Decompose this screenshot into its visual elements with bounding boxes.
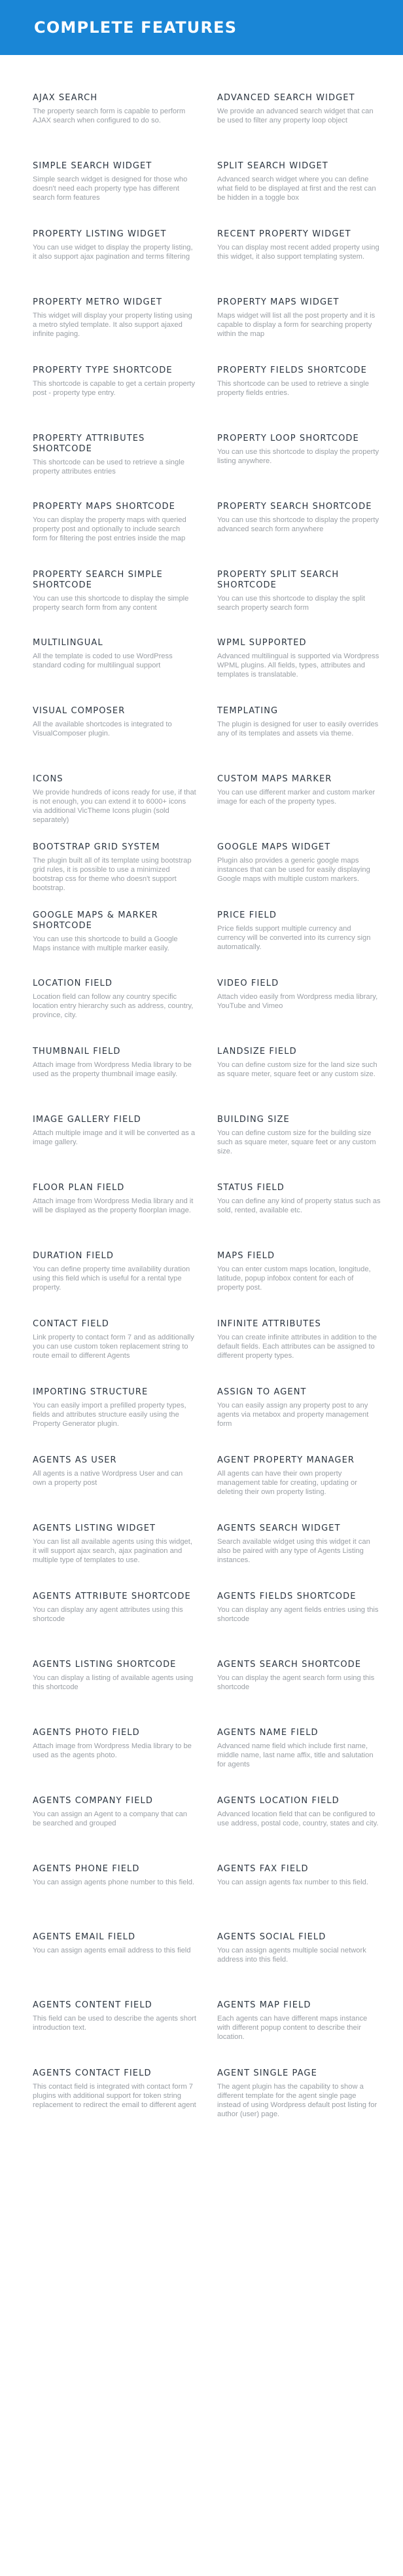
feature-item <box>217 910 381 979</box>
feature-description: You can easily import a prefilled property types, fields and attributes structure easily using the Property Generator plugin. <box>33 1402 186 1428</box>
feature-description: You can use this shortcode to display the split search property search form <box>217 595 365 612</box>
feature-item <box>33 1251 196 1319</box>
feature-item <box>217 1387 381 1455</box>
feature-item <box>217 1796 381 1864</box>
feature-title: PROPERTY SEARCH SIMPLE SHORTCODE <box>33 570 163 590</box>
feature-item <box>33 910 196 979</box>
feature-title: ASSIGN TO AGENT <box>217 1387 307 1397</box>
feature-title: AGENT SINGLE PAGE <box>217 2068 317 2078</box>
feature-title: TEMPLATING <box>217 706 279 716</box>
feature-title: PROPERTY METRO WIDGET <box>33 297 163 307</box>
feature-description: You can use this shortcode to build a Google Maps instance with multiple marker easily. <box>33 935 178 952</box>
feature-description: You can easily assign any property post to any agents via metabox and property management form <box>217 1402 369 1428</box>
feature-description: Advanced multilingual is supported via Wordpress WPML plugins. All fields, types, attributes and templates is translatable. <box>217 652 379 679</box>
feature-item <box>217 2000 381 2068</box>
feature-item <box>217 1728 381 1796</box>
feature-title: AGENTS LISTING WIDGET <box>33 1523 156 1533</box>
feature-description: You can display a listing of available agents using this shortcode <box>33 1674 194 1691</box>
feature-title: AGENTS FAX FIELD <box>217 1864 309 1874</box>
feature-title: AGENTS COMPANY FIELD <box>33 1796 154 1806</box>
feature-item <box>33 161 196 229</box>
feature-title: PROPERTY SEARCH SHORTCODE <box>217 502 372 512</box>
feature-description: The plugin is designed for user to easily overrides any of its templates and assets via theme. <box>217 720 379 737</box>
feature-item <box>33 774 196 842</box>
feature-description: This widget will display your property listing using a metro styled template. It also support ajaxed infinite paging. <box>33 312 192 338</box>
feature-item <box>217 979 381 1047</box>
feature-description: You can assign agents email address to this field <box>33 1947 191 1954</box>
feature-title: AGENTS SEARCH WIDGET <box>217 1523 341 1533</box>
feature-item <box>217 502 381 570</box>
feature-title: AGENTS LISTING SHORTCODE <box>33 1660 177 1670</box>
feature-item <box>33 1660 196 1728</box>
feature-description: You can enter custom maps location, longitude, latitude, popup infobox content for each of property post. <box>217 1265 371 1292</box>
feature-description: You can assign agents phone number to this field. <box>33 1878 195 1886</box>
feature-title: PROPERTY LOOP SHORTCODE <box>217 434 359 443</box>
feature-item <box>33 229 196 297</box>
feature-description: All the available shortcodes is integrated to VisualComposer plugin. <box>33 720 172 737</box>
feature-title: VISUAL COMPOSER <box>33 706 126 716</box>
feature-title: AGENTS LOCATION FIELD <box>217 1796 340 1806</box>
feature-description: This shortcode is capable to get a certain property post - property type entry. <box>33 380 196 397</box>
feature-description: You can use widget to display the property listing, it also support ajax pagination and terms filtering <box>33 244 193 261</box>
feature-item <box>217 570 381 638</box>
feature-title: PROPERTY MAPS SHORTCODE <box>33 502 175 512</box>
feature-title: AGENTS ATTRIBUTE SHORTCODE <box>33 1592 191 1601</box>
feature-item <box>33 1592 196 1660</box>
feature-description: This contact field is integrated with contact form 7 plugins with additional support for token string replacement to redirect the email to different agent <box>33 2083 196 2109</box>
feature-item <box>33 1796 196 1864</box>
feature-item <box>217 365 381 434</box>
feature-description: You can list all available agents using this widget, it will support ajax search, ajax pagination and multiple type of templates to use. <box>33 1538 192 1564</box>
feature-description: The plugin built all of its template using bootstrap grid rules, it is possible to use a minimized bootstrap css for theme who doesn't support bootstrap. <box>33 857 192 892</box>
feature-title: AGENTS AS USER <box>33 1455 117 1465</box>
feature-title: PROPERTY SPLIT SEARCH SHORTCODE <box>217 570 340 590</box>
feature-description: Attach image from Wordpress Media library to be used as the property thumbnail image easily. <box>33 1061 192 1078</box>
feature-description: We provide hundreds of icons ready for use, if that is not enough, you can extend it to 6000+ icons via additional VicTheme Icons plugin (sold separately) <box>33 789 196 824</box>
feature-description: You can define custom size for the land size such as square meter, square feet or any custom size. <box>217 1061 377 1078</box>
feature-title: ADVANCED SEARCH WIDGET <box>217 93 355 103</box>
feature-title: AGENT PROPERTY MANAGER <box>217 1455 355 1465</box>
feature-title: PROPERTY MAPS WIDGET <box>217 297 340 307</box>
feature-item <box>33 502 196 570</box>
feature-item <box>33 638 196 706</box>
feature-item <box>217 774 381 842</box>
feature-item <box>33 1115 196 1183</box>
feature-description: You can use this shortcode to display the property listing anywhere. <box>217 448 379 465</box>
feature-item <box>217 1455 381 1523</box>
feature-title: AGENTS SEARCH SHORTCODE <box>217 1660 362 1670</box>
feature-item <box>217 1183 381 1251</box>
feature-description: This field can be used to describe the agents short introduction text. <box>33 2015 196 2032</box>
feature-item <box>217 638 381 706</box>
feature-item <box>33 570 196 638</box>
feature-title: STATUS FIELD <box>217 1183 285 1193</box>
feature-title: SIMPLE SEARCH WIDGET <box>33 161 152 171</box>
feature-item <box>217 93 381 161</box>
feature-title: AJAX SEARCH <box>33 93 98 103</box>
feature-description: Plugin also provides a generic google maps instances that can be used for easily displaying Google maps with multiple custom markers. <box>217 857 370 883</box>
feature-title: AGENTS FIELDS SHORTCODE <box>217 1592 357 1601</box>
feature-item <box>217 229 381 297</box>
feature-description: Link property to contact form 7 and as additionally you can use custom token replacement string to route email to different Agents <box>33 1334 194 1360</box>
feature-title: LOCATION FIELD <box>33 979 113 988</box>
feature-item <box>33 434 196 502</box>
feature-description: All the template is coded to use WordPress standard coding for multilingual support <box>33 652 173 669</box>
feature-item <box>217 1932 381 2000</box>
feature-item <box>217 1251 381 1319</box>
feature-item <box>33 1864 196 1932</box>
page-title: COMPLETE FEATURES <box>34 18 237 37</box>
feature-item <box>217 161 381 229</box>
feature-description: You can define property time availability duration using this field which is useful for a rental type property. <box>33 1265 190 1292</box>
feature-item <box>33 1728 196 1796</box>
feature-description: You can create infinite attributes in addition to the default fields. Each attributes can be assigned to different property types. <box>217 1334 377 1360</box>
feature-item <box>217 297 381 365</box>
feature-item <box>33 979 196 1047</box>
feature-title: CUSTOM MAPS MARKER <box>217 774 332 784</box>
feature-item <box>33 706 196 774</box>
feature-description: Attach image from Wordpress Media library to be used as the agents photo. <box>33 1742 192 1759</box>
feature-title: IMPORTING STRUCTURE <box>33 1387 149 1397</box>
feature-item <box>217 1319 381 1387</box>
feature-title: RECENT PROPERTY WIDGET <box>217 229 351 239</box>
feature-item <box>33 1319 196 1387</box>
feature-title: BUILDING SIZE <box>217 1115 290 1125</box>
feature-description: All agents can have their own property management table for creating, updating or deleting their own property listing. <box>217 1470 357 1496</box>
feature-description: You can assign agents multiple social network address into this field. <box>217 1947 366 1964</box>
feature-title: AGENTS EMAIL FIELD <box>33 1932 136 1942</box>
feature-description: You can use this shortcode to display the simple property search form from any content <box>33 595 189 612</box>
feature-description: Maps widget will list all the post property and it is capable to display a form for searching property within the map <box>217 312 376 338</box>
feature-description: You can display the agent search form using this shortcode <box>217 1674 375 1691</box>
feature-description: Location field can follow any country specific location entry hierarchy such as address, country, province, city. <box>33 993 194 1019</box>
feature-title: INFINITE ATTRIBUTES <box>217 1319 321 1329</box>
feature-title: AGENTS CONTENT FIELD <box>33 2000 152 2010</box>
feature-title: AGENTS PHONE FIELD <box>33 1864 140 1874</box>
feature-item <box>33 2000 196 2068</box>
feature-description: We provide an advanced search widget that can be used to filter any property loop object <box>217 107 374 124</box>
page-header <box>0 0 403 55</box>
feature-item <box>33 1387 196 1455</box>
feature-description: Advanced name field which include first name, middle name, last name affix, title and salutation for agents <box>217 1742 374 1768</box>
feature-description: You can use this shortcode to display the property advanced search form anywhere <box>217 516 379 533</box>
feature-item <box>217 842 381 910</box>
feature-item <box>217 706 381 774</box>
feature-description: You can define any kind of property status such as sold, rented, available etc. <box>217 1197 381 1214</box>
feature-title: LANDSIZE FIELD <box>217 1047 297 1056</box>
feature-title: DURATION FIELD <box>33 1251 114 1261</box>
feature-item <box>217 1592 381 1660</box>
feature-description: All agents is a native Wordpress User and can own a property post <box>33 1470 183 1487</box>
feature-description: Attach image from Wordpress Media library and it will be displayed as the property floorplan image. <box>33 1197 194 1214</box>
feature-item <box>217 1864 381 1932</box>
feature-title: WPML SUPPORTED <box>217 638 307 648</box>
feature-description: Attach multiple image and it will be converted as a image gallery. <box>33 1129 196 1146</box>
feature-title: MAPS FIELD <box>217 1251 275 1261</box>
feature-item <box>33 1932 196 2000</box>
feature-description: Each agents can have different maps instance with different popup content to describe their location. <box>217 2015 368 2041</box>
feature-description: Simple search widget is designed for those who doesn't need each property type has different search form features <box>33 176 188 202</box>
feature-item <box>33 365 196 434</box>
feature-description: You can display any agent attributes using this shortcode <box>33 1606 183 1623</box>
feature-title: PRICE FIELD <box>217 910 277 920</box>
feature-title: GOOGLE MAPS & MARKER SHORTCODE <box>33 910 158 931</box>
feature-description: This shortcode can be used to retrieve a single property fields entries. <box>217 380 369 397</box>
feature-description: The property search form is capable to perform AJAX search when configured to do so. <box>33 107 186 124</box>
features-grid <box>0 55 403 2137</box>
feature-description: You can display most recent added property using this widget, it also support templating system. <box>217 244 379 261</box>
feature-item <box>217 1523 381 1592</box>
feature-description: Price fields support multiple currency and currency will be converted into its currency sign automatically. <box>217 925 371 951</box>
feature-description: You can assign agents fax number to this field. <box>217 1878 368 1886</box>
feature-title: MULTILINGUAL <box>33 638 103 648</box>
feature-item <box>217 2068 381 2137</box>
feature-item <box>33 1455 196 1523</box>
feature-title: PROPERTY FIELDS SHORTCODE <box>217 365 367 375</box>
feature-description: This shortcode can be used to retrieve a single property attributes entries <box>33 458 184 476</box>
feature-item <box>33 1523 196 1592</box>
feature-title: CONTACT FIELD <box>33 1319 109 1329</box>
feature-description: You can use different marker and custom marker image for each of the property types. <box>217 789 376 806</box>
feature-item <box>33 93 196 161</box>
feature-title: IMAGE GALLERY FIELD <box>33 1115 141 1125</box>
feature-description: Advanced search widget where you can define what field to be displayed at first and the rest can be hidden in a toggle box <box>217 176 376 202</box>
feature-item <box>33 297 196 365</box>
feature-item <box>217 1115 381 1183</box>
feature-title: PROPERTY LISTING WIDGET <box>33 229 167 239</box>
feature-item <box>217 1047 381 1115</box>
feature-description: You can display the property maps with queried property post and optionally to include search form for filtering the post entries inside the map <box>33 516 186 542</box>
feature-title: AGENTS PHOTO FIELD <box>33 1728 140 1738</box>
feature-title: ICONS <box>33 774 63 784</box>
feature-title: AGENTS SOCIAL FIELD <box>217 1932 326 1942</box>
feature-item <box>217 1660 381 1728</box>
feature-title: PROPERTY ATTRIBUTES SHORTCODE <box>33 434 145 454</box>
feature-description: You can define custom size for the building size such as square meter, square feet or any custom size. <box>217 1129 376 1155</box>
feature-title: THUMBNAIL FIELD <box>33 1047 121 1056</box>
feature-item <box>33 1047 196 1115</box>
feature-item <box>33 1183 196 1251</box>
feature-title: VIDEO FIELD <box>217 979 279 988</box>
feature-title: AGENTS CONTACT FIELD <box>33 2068 152 2078</box>
feature-title: GOOGLE MAPS WIDGET <box>217 842 331 852</box>
feature-title: BOOTSTRAP GRID SYSTEM <box>33 842 160 852</box>
feature-title: FLOOR PLAN FIELD <box>33 1183 125 1193</box>
feature-title: PROPERTY TYPE SHORTCODE <box>33 365 173 375</box>
feature-description: Advanced location field that can be configured to use address, postal code, country, states and city. <box>217 1810 379 1827</box>
feature-item <box>33 2068 196 2137</box>
feature-item <box>33 842 196 910</box>
feature-description: The agent plugin has the capability to show a different template for the agent single page instead of using Wordpress default post listing for author (user) page. <box>217 2083 377 2118</box>
feature-description: Attach video easily from Wordpress media library, YouTube and Vimeo <box>217 993 378 1010</box>
feature-title: AGENTS NAME FIELD <box>217 1728 319 1738</box>
feature-title: SPLIT SEARCH WIDGET <box>217 161 328 171</box>
feature-item <box>217 434 381 502</box>
feature-title: AGENTS MAP FIELD <box>217 2000 311 2010</box>
feature-description: You can display any agent fields entries using this shortcode <box>217 1606 379 1623</box>
feature-description: Search available widget using this widget it can also be paired with any type of Agents Listing instances. <box>217 1538 370 1564</box>
feature-description: You can assign an Agent to a company that can be searched and grouped <box>33 1810 187 1827</box>
